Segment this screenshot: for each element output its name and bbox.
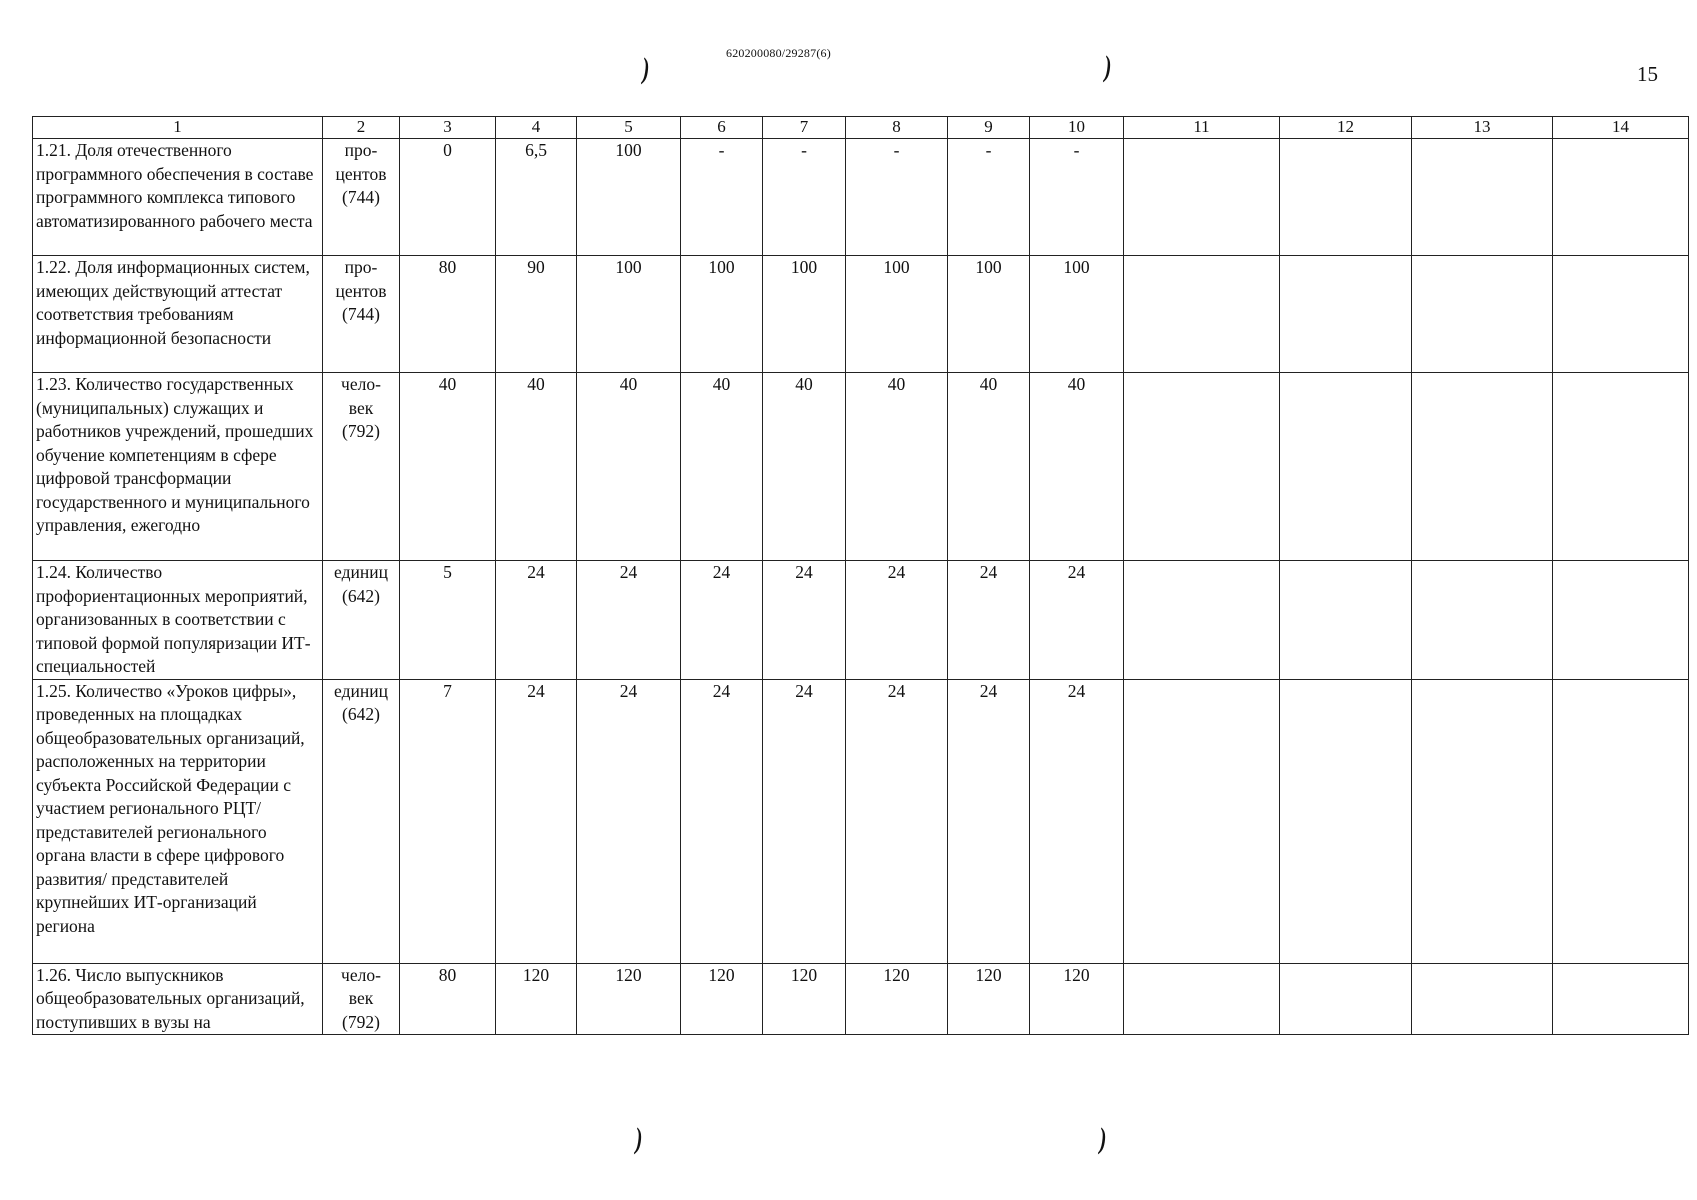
empty-cell xyxy=(1412,679,1553,963)
unit-line: век xyxy=(348,397,374,418)
empty-cell xyxy=(1412,373,1553,561)
scan-mark: ) xyxy=(635,1122,643,1155)
column-header: 11 xyxy=(1124,117,1280,139)
value-cell: - xyxy=(1030,139,1124,256)
column-header: 9 xyxy=(948,117,1030,139)
unit-line: (792) xyxy=(342,1011,380,1032)
indicator-name: 1.25. Количество «Уроков цифры», проведенных на площадках общеобразовательных организаций, расположенных на территории субъекта Российской Федерации с участием регионального РЦТ/ представителей регионального органа власти в сфере цифрового развития/ представителей крупнейших ИТ-организаций региона xyxy=(33,679,323,963)
empty-cell xyxy=(1280,139,1412,256)
unit-line: центов xyxy=(335,280,387,301)
value-cell: 6,5 xyxy=(496,139,577,256)
value-cell: 24 xyxy=(948,679,1030,963)
column-header: 14 xyxy=(1553,117,1689,139)
empty-cell xyxy=(1280,373,1412,561)
table-row xyxy=(33,373,1689,561)
empty-cell xyxy=(1553,139,1689,256)
value-cell: 80 xyxy=(400,256,496,373)
column-header: 6 xyxy=(681,117,763,139)
column-header: 5 xyxy=(577,117,681,139)
value-cell: 40 xyxy=(400,373,496,561)
empty-cell xyxy=(1124,561,1280,680)
column-number-row xyxy=(33,117,1689,139)
unit-cell xyxy=(323,139,400,256)
empty-cell xyxy=(1280,256,1412,373)
value-cell: 5 xyxy=(400,561,496,680)
empty-cell xyxy=(1553,256,1689,373)
value-cell: 24 xyxy=(577,679,681,963)
value-cell: - xyxy=(846,139,948,256)
empty-cell xyxy=(1124,963,1280,1035)
indicator-name: 1.26. Число выпускников общеобразовательных организаций, поступивших в вузы на xyxy=(33,963,323,1035)
indicator-name: 1.22. Доля информационных систем, имеющих действующий аттестат соответствия требованиям информационной безопасности xyxy=(33,256,323,373)
unit-cell xyxy=(323,373,400,561)
value-cell: 0 xyxy=(400,139,496,256)
value-cell: 100 xyxy=(577,139,681,256)
empty-cell xyxy=(1124,679,1280,963)
unit-line: (642) xyxy=(342,585,380,606)
unit-line: (642) xyxy=(342,704,380,724)
indicator-name: 1.23. Количество государственных (муниципальных) служащих и работников учреждений, прошедших обучение компетенциям в сфере цифровой трансформации государственного и муниципального управления, ежегодно xyxy=(33,373,323,561)
table-row xyxy=(33,139,1689,256)
page-number: 15 xyxy=(1637,62,1658,86)
value-cell: - xyxy=(681,139,763,256)
empty-cell xyxy=(1412,963,1553,1035)
unit-line: (792) xyxy=(342,421,380,441)
value-cell: 40 xyxy=(1030,373,1124,561)
value-cell: 100 xyxy=(846,256,948,373)
scan-mark: ) xyxy=(1099,1122,1107,1155)
unit-cell xyxy=(323,561,400,680)
empty-cell xyxy=(1280,679,1412,963)
empty-cell xyxy=(1412,139,1553,256)
unit-line: про- xyxy=(344,140,378,160)
value-cell: 100 xyxy=(577,256,681,373)
value-cell: 24 xyxy=(846,679,948,963)
value-cell: 40 xyxy=(846,373,948,561)
unit-cell xyxy=(323,963,400,1035)
value-cell: 24 xyxy=(577,561,681,680)
unit-line: (744) xyxy=(342,304,380,324)
column-header: 1 xyxy=(33,117,323,139)
value-cell: 120 xyxy=(577,963,681,1035)
empty-cell xyxy=(1553,963,1689,1035)
value-cell: 90 xyxy=(496,256,577,373)
value-cell: 24 xyxy=(1030,561,1124,680)
empty-cell xyxy=(1553,373,1689,561)
value-cell: 24 xyxy=(1030,679,1124,963)
value-cell: 100 xyxy=(763,256,846,373)
empty-cell xyxy=(1412,561,1553,680)
value-cell: 24 xyxy=(763,679,846,963)
value-cell: 24 xyxy=(763,561,846,680)
column-header: 10 xyxy=(1030,117,1124,139)
value-cell: 100 xyxy=(1030,256,1124,373)
value-cell: - xyxy=(948,139,1030,256)
empty-cell xyxy=(1412,256,1553,373)
indicator-name: 1.24. Количество профориентационных мероприятий, организованных в соответствии с типовой формой популяризации ИТ-специальностей xyxy=(33,561,323,680)
value-cell: 120 xyxy=(763,963,846,1035)
scan-mark: ) xyxy=(642,52,650,85)
value-cell: 24 xyxy=(496,561,577,680)
table-row xyxy=(33,679,1689,963)
column-header: 13 xyxy=(1412,117,1553,139)
value-cell: 120 xyxy=(1030,963,1124,1035)
table-row xyxy=(33,963,1689,1035)
empty-cell xyxy=(1124,373,1280,561)
value-cell: 120 xyxy=(846,963,948,1035)
unit-cell xyxy=(323,256,400,373)
value-cell: 7 xyxy=(400,679,496,963)
empty-cell xyxy=(1124,256,1280,373)
empty-cell xyxy=(1553,679,1689,963)
unit-line: чело- xyxy=(341,374,381,394)
unit-line: (744) xyxy=(342,187,380,207)
unit-cell xyxy=(323,679,400,963)
value-cell: 120 xyxy=(681,963,763,1035)
unit-line: чело- xyxy=(341,964,381,985)
column-header: 4 xyxy=(496,117,577,139)
value-cell: 40 xyxy=(496,373,577,561)
empty-cell xyxy=(1553,561,1689,680)
value-cell: 24 xyxy=(681,561,763,680)
value-cell: 40 xyxy=(577,373,681,561)
value-cell: 24 xyxy=(681,679,763,963)
value-cell: 80 xyxy=(400,963,496,1035)
unit-line: центов xyxy=(335,163,387,184)
column-header: 2 xyxy=(323,117,400,139)
table-row xyxy=(33,256,1689,373)
value-cell: 24 xyxy=(948,561,1030,680)
unit-line: единиц xyxy=(334,680,388,701)
column-header: 12 xyxy=(1280,117,1412,139)
value-cell: 100 xyxy=(948,256,1030,373)
value-cell: 24 xyxy=(496,679,577,963)
value-cell: 120 xyxy=(496,963,577,1035)
unit-line: про- xyxy=(344,257,378,277)
table-row xyxy=(33,561,1689,680)
indicator-name: 1.21. Доля отечественного программного обеспечения в составе программного комплекса типового автоматизированного рабочего места xyxy=(33,139,323,256)
value-cell: 120 xyxy=(948,963,1030,1035)
value-cell: 40 xyxy=(948,373,1030,561)
document-number: 620200080/29287(6) xyxy=(726,46,831,60)
value-cell: - xyxy=(763,139,846,256)
value-cell: 40 xyxy=(681,373,763,561)
column-header: 7 xyxy=(763,117,846,139)
value-cell: 100 xyxy=(681,256,763,373)
value-cell: 24 xyxy=(846,561,948,680)
unit-line: единиц xyxy=(334,562,388,582)
indicators-table xyxy=(32,116,1689,1035)
column-header: 8 xyxy=(846,117,948,139)
unit-line: век xyxy=(348,988,374,1008)
empty-cell xyxy=(1280,561,1412,680)
scan-mark: ) xyxy=(1104,50,1112,83)
value-cell: 40 xyxy=(763,373,846,561)
empty-cell xyxy=(1280,963,1412,1035)
column-header: 3 xyxy=(400,117,496,139)
empty-cell xyxy=(1124,139,1280,256)
